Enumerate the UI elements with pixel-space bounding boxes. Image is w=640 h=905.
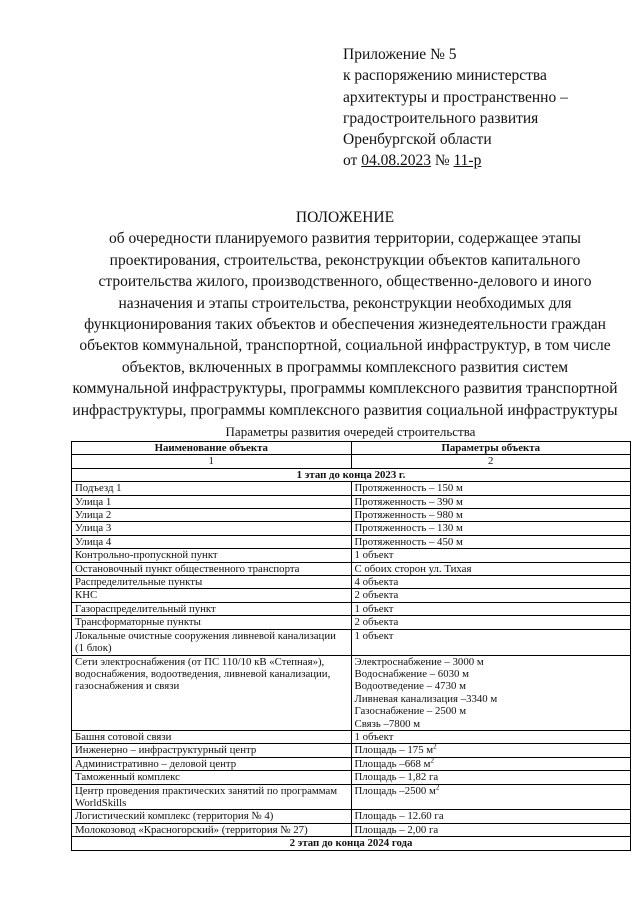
table-caption: Параметры развития очередей строительства bbox=[225, 424, 476, 439]
document-title bbox=[60, 207, 630, 421]
table-row bbox=[72, 823, 631, 836]
appendix-line: градостроительного развития bbox=[343, 109, 539, 127]
object-params bbox=[351, 757, 631, 770]
object-params: 1 объект bbox=[351, 730, 631, 743]
object-params: Площадь – 1,82 га bbox=[351, 771, 631, 784]
table-row bbox=[72, 757, 631, 770]
object-params: С обоих сторон ул. Тихая bbox=[351, 562, 631, 575]
object-name: Газораспределительный пункт bbox=[72, 602, 352, 615]
title-heading: ПОЛОЖЕНИЕ bbox=[295, 209, 395, 226]
param-text: Площадь –668 м bbox=[354, 757, 431, 770]
object-name: Улица 2 bbox=[72, 509, 352, 522]
network-param: Связь –7800 м bbox=[354, 717, 421, 730]
column-number: 1 bbox=[72, 455, 352, 468]
appendix-line: Приложение № 5 bbox=[343, 46, 457, 63]
title-line: об очередности планируемого развития территории, содержащее этапы bbox=[109, 230, 581, 248]
title-line: объектов, включенных в программы комплексного развития систем bbox=[121, 358, 569, 376]
object-name: Локальные очистные сооружения ливневой канализации (1 блок) bbox=[72, 629, 352, 655]
table-row bbox=[72, 562, 631, 575]
appendix-line: архитектуры и пространственно – bbox=[343, 88, 568, 106]
network-param: Газоснабжение – 2500 м bbox=[354, 705, 467, 718]
object-name: Подъезд 1 bbox=[72, 482, 352, 495]
object-params: Площадь – 2,00 га bbox=[351, 823, 631, 836]
table-row bbox=[72, 730, 631, 743]
table-row bbox=[72, 522, 631, 535]
title-line: проектирования, строительства, реконструкции объектов капитального bbox=[109, 251, 581, 269]
object-name: Молокозовод «Красногорский» (территория № 27) bbox=[72, 823, 352, 836]
table-row bbox=[72, 616, 631, 629]
object-name: Административно – деловой центр bbox=[72, 757, 352, 770]
table-row bbox=[72, 549, 631, 562]
object-params: Площадь – 12.60 га bbox=[351, 810, 631, 823]
object-name: Трансформаторные пункты bbox=[72, 616, 352, 629]
table-header-row bbox=[72, 442, 631, 455]
object-name: Распределительные пункты bbox=[72, 576, 352, 589]
appendix-date: 04.08.2023 bbox=[361, 152, 431, 170]
title-line: назначения и этапы строительства, реконструкции необходимых для bbox=[118, 294, 572, 312]
table-row bbox=[72, 784, 631, 810]
object-name: Сети электроснабжения (от ПС 110/10 кВ «Степная»), водоснабжения, водоотведения, ливневой канализации, газоснабжения и связи bbox=[72, 655, 352, 730]
table-row bbox=[72, 771, 631, 784]
stage-row bbox=[72, 468, 631, 481]
object-params: 1 объект bbox=[351, 629, 631, 655]
object-params bbox=[351, 744, 631, 757]
object-name: Логистический комплекс (территория № 4) bbox=[72, 810, 352, 823]
appendix-line: Оренбургской области bbox=[343, 131, 492, 149]
object-params-list bbox=[351, 655, 631, 730]
table-row bbox=[72, 810, 631, 823]
date-prefix: от bbox=[343, 152, 362, 170]
param-text: Площадь –2500 м bbox=[354, 784, 436, 797]
object-params: Протяженность – 150 м bbox=[351, 482, 631, 495]
object-name: Таможенный комплекс bbox=[72, 771, 352, 784]
table-row bbox=[72, 744, 631, 757]
table-row bbox=[72, 589, 631, 602]
header-object-params: Параметры объекта bbox=[351, 442, 631, 455]
object-params: Протяженность – 390 м bbox=[351, 495, 631, 508]
object-params: 2 объекта bbox=[351, 616, 631, 629]
object-name: Башня сотовой связи bbox=[72, 730, 352, 743]
parameters-table bbox=[71, 441, 631, 851]
appendix-date-line bbox=[343, 150, 603, 171]
square-superscript: 2 bbox=[433, 742, 437, 751]
network-param: Электроснабжение – 3000 м bbox=[354, 655, 484, 668]
object-params: 1 объект bbox=[351, 549, 631, 562]
header-object-name: Наименование объекта bbox=[72, 442, 352, 455]
column-number: 2 bbox=[351, 455, 631, 468]
object-params: Протяженность – 980 м bbox=[351, 509, 631, 522]
number-prefix: № bbox=[430, 152, 454, 170]
table-row-networks bbox=[72, 655, 631, 730]
table-row bbox=[72, 482, 631, 495]
object-name: Улица 1 bbox=[72, 495, 352, 508]
object-name: Инженерно – инфраструктурный центр bbox=[72, 744, 352, 757]
title-line: функционирования таких объектов и обеспечения жизнедеятельности граждан bbox=[84, 316, 606, 334]
appendix-number: 11-р bbox=[453, 152, 482, 170]
object-params: 2 объекта bbox=[351, 589, 631, 602]
object-params: 1 объект bbox=[351, 602, 631, 615]
network-param: Водоснабжение – 6030 м bbox=[354, 667, 469, 680]
network-param: Ливневая канализация –3340 м bbox=[354, 692, 498, 705]
appendix-line: к распоряжению министерства bbox=[343, 67, 547, 85]
object-name: Улица 4 bbox=[72, 535, 352, 548]
table-row bbox=[72, 509, 631, 522]
network-param: Водоотведение – 4730 м bbox=[354, 680, 466, 693]
object-name: Контрольно-пропускной пункт bbox=[72, 549, 352, 562]
stage-row bbox=[72, 837, 631, 850]
object-name: Остановочный пункт общественного транспорта bbox=[72, 562, 352, 575]
column-number-row bbox=[72, 455, 631, 468]
object-params: 4 объекта bbox=[351, 576, 631, 589]
object-name: КНС bbox=[72, 589, 352, 602]
table-row bbox=[72, 629, 631, 655]
stage-1-label: 1 этап до конца 2023 г. bbox=[72, 468, 631, 481]
square-superscript: 2 bbox=[430, 756, 434, 765]
object-params bbox=[351, 784, 631, 810]
title-line: строительства жилого, производственного, общественно-делового и иного bbox=[98, 273, 592, 291]
stage-2-label: 2 этап до конца 2024 года bbox=[72, 837, 631, 850]
table-row bbox=[72, 602, 631, 615]
object-params: Протяженность – 130 м bbox=[351, 522, 631, 535]
object-name: Улица 3 bbox=[72, 522, 352, 535]
title-line: коммунальной инфраструктуры, программы комплексного развития транспортной bbox=[72, 380, 618, 398]
appendix-block bbox=[343, 44, 603, 172]
table-row bbox=[72, 495, 631, 508]
title-line: инфраструктуры, программы комплексного развития социальной инфраструктуры bbox=[72, 401, 618, 419]
table-row bbox=[72, 576, 631, 589]
param-text: Площадь – 175 м bbox=[354, 744, 434, 757]
table-row bbox=[72, 535, 631, 548]
square-superscript: 2 bbox=[435, 782, 440, 791]
object-name: Центр проведения практических занятий по программам WorldSkills bbox=[72, 784, 352, 810]
object-params: Протяженность – 450 м bbox=[351, 535, 631, 548]
title-line: объектов коммунальной, транспортной, социальной инфраструктур, в том числе bbox=[79, 337, 611, 355]
